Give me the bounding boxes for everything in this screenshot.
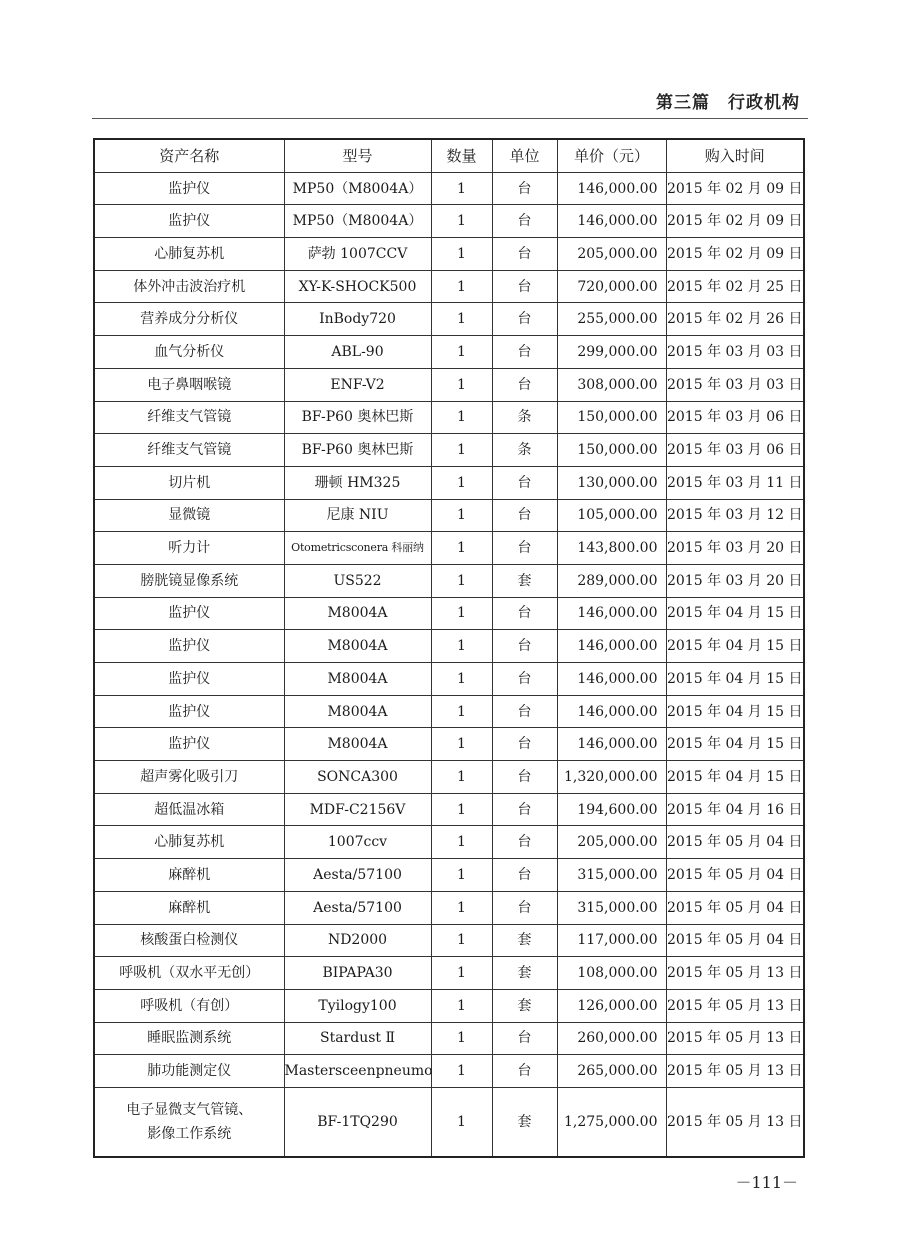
table-header-row [94,139,804,172]
cell-purchase-date: 2015 年 05 月 04 日 [666,859,804,892]
cell-purchase-date: 2015 年 02 月 09 日 [666,172,804,205]
cell-unit: 台 [492,761,557,794]
cell-purchase-date: 2015 年 04 月 15 日 [666,695,804,728]
cell-purchase-date: 2015 年 05 月 04 日 [666,924,804,957]
cell-unit-price: 146,000.00 [557,695,666,728]
column-header-unit-price: 单价（元） [557,139,666,172]
cell-model: Mastersceenpneumo [284,1055,431,1088]
cell-asset-name: 监护仪 [94,597,284,630]
table-row [94,336,804,369]
column-header-asset-name: 资产名称 [94,139,284,172]
cell-model: M8004A [284,728,431,761]
table-row [94,695,804,728]
cell-asset-name: 心肺复苏机 [94,826,284,859]
cell-unit-price: 260,000.00 [557,1022,666,1055]
cell-unit: 套 [492,957,557,990]
cell-purchase-date: 2015 年 05 月 13 日 [666,957,804,990]
cell-asset-name [94,1087,284,1157]
cell-asset-name: 营养成分分析仪 [94,303,284,336]
cell-unit: 台 [492,238,557,271]
table-row [94,891,804,924]
table-row [94,532,804,565]
cell-model: SONCA300 [284,761,431,794]
cell-asset-name: 监护仪 [94,172,284,205]
cell-purchase-date: 2015 年 04 月 15 日 [666,761,804,794]
cell-purchase-date: 2015 年 05 月 13 日 [666,989,804,1022]
cell-quantity: 1 [431,368,492,401]
cell-purchase-date: 2015 年 03 月 03 日 [666,368,804,401]
table-row [94,270,804,303]
cell-model: Tyilogy100 [284,989,431,1022]
cell-purchase-date: 2015 年 02 月 25 日 [666,270,804,303]
cell-quantity: 1 [431,891,492,924]
cell-quantity: 1 [431,434,492,467]
table-row [94,499,804,532]
cell-quantity: 1 [431,205,492,238]
cell-quantity: 1 [431,695,492,728]
cell-model: M8004A [284,630,431,663]
cell-purchase-date: 2015 年 05 月 13 日 [666,1055,804,1088]
cell-purchase-date: 2015 年 05 月 13 日 [666,1022,804,1055]
cell-unit-price: 205,000.00 [557,826,666,859]
cell-unit-price: 315,000.00 [557,891,666,924]
table-row [94,205,804,238]
cell-quantity: 1 [431,1087,492,1157]
cell-quantity: 1 [431,532,492,565]
cell-quantity: 1 [431,564,492,597]
cell-model: 珊顿 HM325 [284,466,431,499]
cell-model: US522 [284,564,431,597]
cell-asset-name: 呼吸机（双水平无创） [94,957,284,990]
cell-unit: 台 [492,663,557,696]
cell-quantity: 1 [431,270,492,303]
cell-unit-price: 146,000.00 [557,172,666,205]
cell-asset-name: 麻醉机 [94,891,284,924]
cell-purchase-date: 2015 年 03 月 20 日 [666,564,804,597]
cell-quantity: 1 [431,924,492,957]
cell-model: ND2000 [284,924,431,957]
cell-quantity: 1 [431,336,492,369]
column-header-quantity: 数量 [431,139,492,172]
cell-unit-price: 146,000.00 [557,663,666,696]
cell-unit-price: 117,000.00 [557,924,666,957]
table-row [94,238,804,271]
cell-asset-name: 监护仪 [94,663,284,696]
cell-model: M8004A [284,695,431,728]
cell-unit-price: 255,000.00 [557,303,666,336]
cell-unit: 台 [492,466,557,499]
cell-purchase-date: 2015 年 04 月 15 日 [666,663,804,696]
cell-unit: 套 [492,989,557,1022]
cell-unit-price: 205,000.00 [557,238,666,271]
table-row [94,466,804,499]
cell-quantity: 1 [431,630,492,663]
cell-asset-name: 麻醉机 [94,859,284,892]
table-row [94,761,804,794]
asset-table [93,138,805,1158]
column-header-model: 型号 [284,139,431,172]
cell-purchase-date: 2015 年 03 月 03 日 [666,336,804,369]
cell-quantity: 1 [431,401,492,434]
cell-unit-price: 194,600.00 [557,793,666,826]
table-row [94,172,804,205]
cell-quantity: 1 [431,499,492,532]
cell-unit: 台 [492,368,557,401]
cell-model: BF-P60 奥林巴斯 [284,434,431,467]
cell-unit-price: 315,000.00 [557,859,666,892]
cell-unit: 台 [492,859,557,892]
cell-asset-name: 肺功能测定仪 [94,1055,284,1088]
cell-model: 尼康 NIU [284,499,431,532]
cell-model: M8004A [284,663,431,696]
cell-unit: 台 [492,172,557,205]
cell-asset-name: 超声雾化吸引刀 [94,761,284,794]
cell-model: ABL-90 [284,336,431,369]
cell-unit: 台 [492,1055,557,1088]
table-row [94,826,804,859]
cell-unit: 台 [492,728,557,761]
cell-unit: 套 [492,924,557,957]
cell-unit-price: 150,000.00 [557,401,666,434]
cell-purchase-date: 2015 年 03 月 20 日 [666,532,804,565]
cell-purchase-date: 2015 年 03 月 06 日 [666,434,804,467]
table-row [94,663,804,696]
cell-quantity: 1 [431,597,492,630]
cell-model: 萨勃 1007CCV [284,238,431,271]
cell-model: BIPAPA30 [284,957,431,990]
table-row [94,434,804,467]
cell-quantity: 1 [431,761,492,794]
cell-quantity: 1 [431,989,492,1022]
cell-quantity: 1 [431,303,492,336]
column-header-purchase-date: 购入时间 [666,139,804,172]
table-row [94,630,804,663]
cell-purchase-date: 2015 年 02 月 09 日 [666,205,804,238]
cell-unit-price: 146,000.00 [557,728,666,761]
cell-quantity: 1 [431,957,492,990]
cell-unit: 台 [492,499,557,532]
cell-quantity: 1 [431,663,492,696]
cell-quantity: 1 [431,728,492,761]
cell-unit: 台 [492,1022,557,1055]
cell-purchase-date: 2015 年 04 月 16 日 [666,793,804,826]
cell-asset-name: 超低温冰箱 [94,793,284,826]
cell-asset-name: 切片机 [94,466,284,499]
table-row [94,564,804,597]
table-row-last [94,1087,804,1157]
cell-asset-name: 电子鼻咽喉镜 [94,368,284,401]
cell-model: MP50（M8004A） [284,172,431,205]
cell-unit: 台 [492,597,557,630]
cell-unit: 台 [492,695,557,728]
cell-quantity: 1 [431,172,492,205]
table-row [94,303,804,336]
cell-quantity: 1 [431,793,492,826]
table-body [94,172,804,1157]
cell-asset-name: 心肺复苏机 [94,238,284,271]
cell-model: Stardust Ⅱ [284,1022,431,1055]
cell-model: M8004A [284,597,431,630]
cell-purchase-date: 2015 年 03 月 11 日 [666,466,804,499]
cell-model: InBody720 [284,303,431,336]
cell-unit: 台 [492,270,557,303]
table-row [94,793,804,826]
cell-asset-name: 呼吸机（有创） [94,989,284,1022]
cell-unit: 台 [492,630,557,663]
cell-asset-name: 核酸蛋白检测仪 [94,924,284,957]
table-row [94,957,804,990]
cell-unit: 条 [492,401,557,434]
cell-unit-price: 308,000.00 [557,368,666,401]
asset-name-line-2: 影像工作系统 [147,1125,232,1142]
cell-unit-price: 299,000.00 [557,336,666,369]
cell-unit-price: 146,000.00 [557,630,666,663]
running-head-section-title: 第三篇 行政机构 [656,93,800,113]
cell-unit-price: 720,000.00 [557,270,666,303]
cell-quantity: 1 [431,859,492,892]
cell-purchase-date: 2015 年 02 月 26 日 [666,303,804,336]
cell-unit: 台 [492,303,557,336]
cell-asset-name: 显微镜 [94,499,284,532]
column-header-unit: 单位 [492,139,557,172]
cell-model: ENF-V2 [284,368,431,401]
cell-quantity: 1 [431,238,492,271]
cell-asset-name: 监护仪 [94,695,284,728]
cell-asset-name: 体外冲击波治疗机 [94,270,284,303]
cell-model: 1007ccv [284,826,431,859]
cell-quantity: 1 [431,826,492,859]
cell-unit: 台 [492,891,557,924]
cell-quantity: 1 [431,1055,492,1088]
cell-unit-price: 1,320,000.00 [557,761,666,794]
cell-unit-price: 150,000.00 [557,434,666,467]
cell-unit-price: 146,000.00 [557,205,666,238]
cell-unit: 台 [492,205,557,238]
table-row [94,924,804,957]
cell-unit: 条 [492,434,557,467]
cell-purchase-date: 2015 年 04 月 15 日 [666,630,804,663]
cell-asset-name: 听力计 [94,532,284,565]
cell-purchase-date: 2015 年 04 月 15 日 [666,597,804,630]
cell-purchase-date: 2015 年 05 月 13 日 [666,1087,804,1157]
header-rule [92,118,808,119]
cell-asset-name: 纤维支气管镜 [94,401,284,434]
page-number: －111－ [735,1173,798,1192]
cell-purchase-date: 2015 年 05 月 04 日 [666,891,804,924]
cell-unit-price: 289,000.00 [557,564,666,597]
table-row [94,989,804,1022]
cell-unit-price: 265,000.00 [557,1055,666,1088]
cell-asset-name: 监护仪 [94,630,284,663]
cell-unit: 台 [492,336,557,369]
table-row [94,859,804,892]
cell-unit-price: 146,000.00 [557,597,666,630]
cell-model: XY-K-SHOCK500 [284,270,431,303]
cell-unit-price: 105,000.00 [557,499,666,532]
cell-model: Otometricsconera 科丽纳 [284,532,431,565]
cell-unit: 套 [492,564,557,597]
cell-model: BF-P60 奥林巴斯 [284,401,431,434]
cell-asset-name: 血气分析仪 [94,336,284,369]
cell-unit: 台 [492,793,557,826]
table-row [94,368,804,401]
cell-unit: 套 [492,1087,557,1157]
cell-unit-price: 130,000.00 [557,466,666,499]
table-row [94,1055,804,1088]
cell-asset-name: 膀胱镜显像系统 [94,564,284,597]
cell-unit-price: 1,275,000.00 [557,1087,666,1157]
cell-asset-name: 纤维支气管镜 [94,434,284,467]
table-row [94,728,804,761]
table-row [94,1022,804,1055]
cell-unit-price: 126,000.00 [557,989,666,1022]
cell-quantity: 1 [431,1022,492,1055]
cell-unit: 台 [492,826,557,859]
cell-model: MP50（M8004A） [284,205,431,238]
cell-model: Aesta/57100 [284,859,431,892]
cell-model: BF-1TQ290 [284,1087,431,1157]
table-row [94,401,804,434]
cell-unit: 台 [492,532,557,565]
cell-purchase-date: 2015 年 03 月 06 日 [666,401,804,434]
cell-asset-name: 监护仪 [94,728,284,761]
cell-model: MDF-C2156V [284,793,431,826]
cell-asset-name: 监护仪 [94,205,284,238]
cell-purchase-date: 2015 年 04 月 15 日 [666,728,804,761]
cell-model: Aesta/57100 [284,891,431,924]
cell-unit-price: 108,000.00 [557,957,666,990]
asset-name-line-1: 电子显微支气管镜、 [126,1101,253,1118]
cell-purchase-date: 2015 年 02 月 09 日 [666,238,804,271]
table-row [94,597,804,630]
cell-asset-name: 睡眠监测系统 [94,1022,284,1055]
cell-quantity: 1 [431,466,492,499]
cell-purchase-date: 2015 年 03 月 12 日 [666,499,804,532]
cell-purchase-date: 2015 年 05 月 04 日 [666,826,804,859]
cell-unit-price: 143,800.00 [557,532,666,565]
